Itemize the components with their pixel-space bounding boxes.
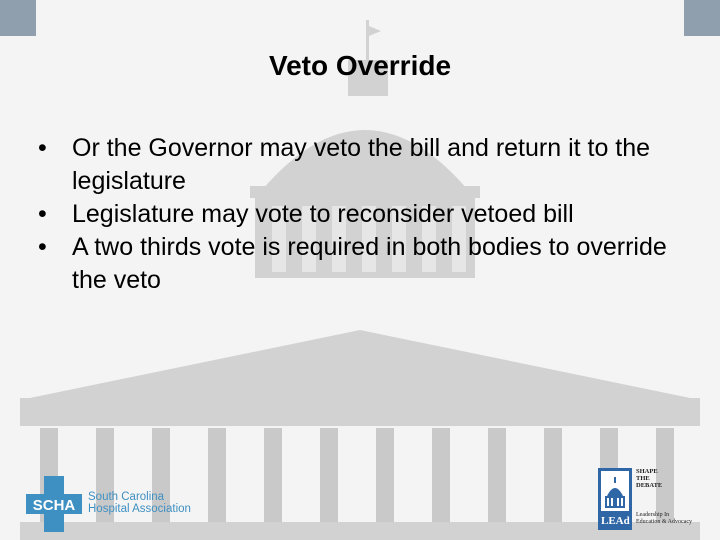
lead-slogan-line-1: SHAPE — [636, 468, 658, 475]
bullet-item: • Or the Governor may veto the bill and return it to the legislature — [38, 132, 698, 198]
lead-logo — [598, 468, 713, 534]
lead-tagline-line-1: Leadership In — [636, 512, 670, 518]
bullet-item: • Legislature may vote to reconsider vetoed bill — [38, 198, 698, 231]
bullet-list — [38, 132, 698, 297]
lead-slogan — [636, 468, 662, 489]
lead-tagline — [636, 512, 692, 526]
scha-abbr: SCHA — [32, 497, 76, 514]
lead-wordmark: LEAd — [601, 515, 630, 527]
scha-name-line-2: Hospital Association — [88, 503, 191, 515]
scha-cross-icon — [24, 474, 84, 534]
scha-name-line-1: South Carolina — [88, 491, 165, 503]
bullet-item: • A two thirds vote is required in both bodies to override the veto — [38, 231, 698, 297]
lead-tagline-line-2: Education & Advocacy — [636, 519, 692, 525]
lead-slogan-line-3: DEBATE — [636, 482, 663, 489]
scha-name — [88, 491, 191, 515]
lead-slogan-line-2: THE — [636, 475, 650, 482]
slide-title: Veto Override — [268, 50, 452, 81]
scha-logo — [24, 474, 224, 534]
